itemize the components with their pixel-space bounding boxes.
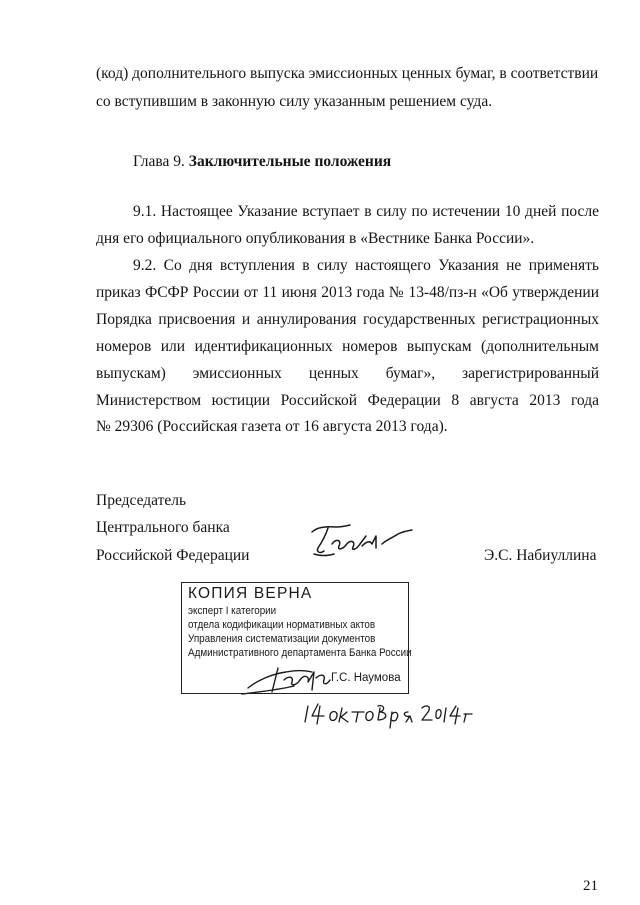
clause-9-2-line: Министерством юстиции Российской Федерации 8 августа 2013 года — [96, 392, 599, 409]
paragraph-line: (код) дополнительного выпуска эмиссионных ценных бумаг, в соответствии — [96, 65, 599, 82]
clause-9-1-line: дня его официального опубликования в «Вестнике Банка России». — [96, 230, 535, 247]
stamp-signer-name: Г.С. Наумова — [331, 672, 401, 684]
signatory-position: Председатель — [96, 492, 187, 509]
stamp-line: отдела кодификации нормативных актов — [188, 619, 376, 631]
stamp-title: КОПИЯ ВЕРНА — [188, 585, 313, 602]
stamp-line: Административного департамента Банка России — [188, 647, 412, 659]
page-number: 21 — [583, 878, 598, 894]
word: выпускам) — [96, 365, 166, 382]
clause-9-2-line: 9.2. Со дня вступления в силу настоящего Указания не применять — [133, 257, 599, 274]
stamp-line: Управления систематизации документов — [188, 633, 376, 645]
word: эмиссионных — [192, 365, 282, 382]
chapter-title: Заключительные положения — [188, 153, 392, 170]
stamp-handwritten-signature — [238, 658, 338, 698]
word: зарегистрированный — [462, 365, 599, 382]
clause-9-2-line: Порядка присвоения и аннулирования государственных регистрационных — [96, 311, 599, 328]
clause-9-2-line: приказ ФСФР России от 11 июня 2013 года № 13-48/пз-н «Об утверждении — [96, 284, 599, 301]
clause-9-2-line — [96, 364, 599, 384]
signatory-position: Центрального банка — [96, 519, 230, 536]
word: ценных — [308, 365, 359, 382]
chapter-number: Глава 9. — [133, 153, 185, 170]
chapter-heading — [133, 152, 391, 172]
clause-9-2-line: номеров или идентификационных номеров выпускам (дополнительным — [96, 338, 599, 355]
handwritten-signature — [306, 518, 418, 562]
word: бумаг», — [385, 365, 436, 382]
clause-9-2-line: № 29306 (Российская газета от 16 августа 2013 года). — [96, 418, 448, 435]
signatory-name: Э.С. Набиуллина — [484, 547, 597, 564]
paragraph-line: со вступившим в законную силу указанным решением суда. — [96, 93, 493, 110]
handwritten-date — [300, 696, 478, 730]
clause-9-1-line: 9.1. Настоящее Указание вступает в силу по истечении 10 дней после — [133, 203, 599, 220]
stamp-line: эксперт I категории — [188, 605, 277, 617]
signatory-position: Российской Федерации — [96, 547, 250, 564]
